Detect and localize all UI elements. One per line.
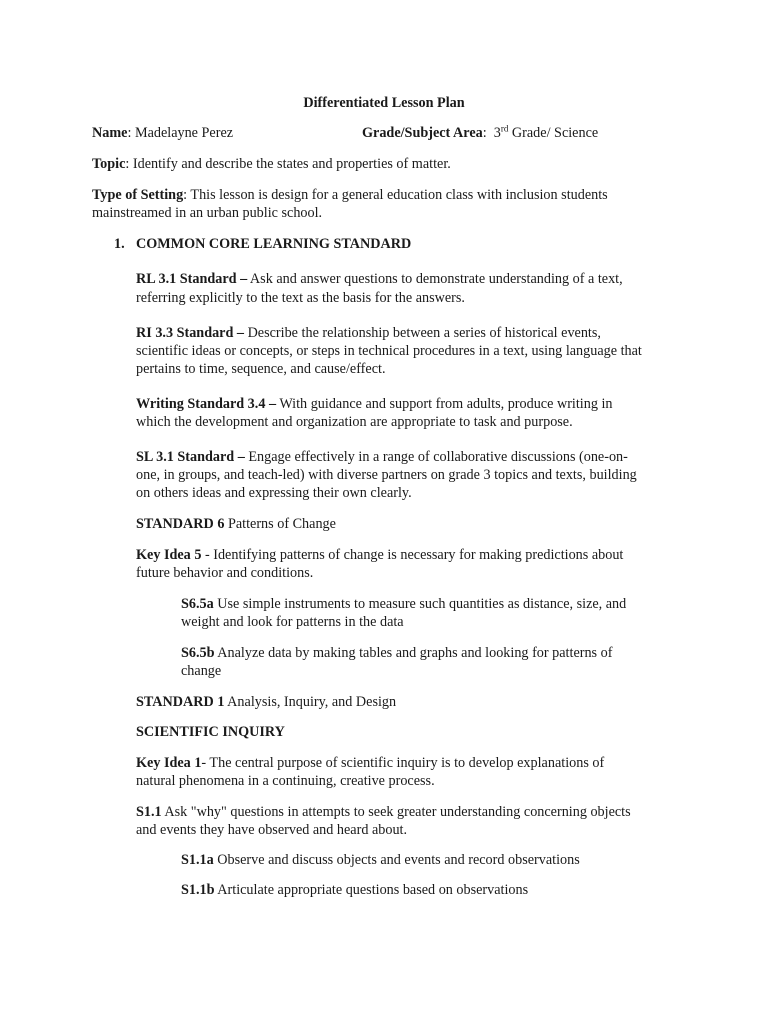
std6-label: STANDARD 6: [136, 516, 225, 532]
ri-line3: pertains to time, sequence, and cause/effect.: [136, 361, 386, 377]
s11: S1.1 Ask "why" questions in attempts to seek greater understanding concerning objects: [136, 804, 631, 820]
sl-standard: SL 3.1 Standard – Engage effectively in a range of collaborative discussions (one-on-: [136, 449, 628, 465]
s65b-line2: change: [181, 663, 222, 679]
grade-num: 3: [493, 125, 501, 141]
rl-line2: referring explicitly to the text as the basis for the answers.: [136, 290, 465, 306]
name-label: Name: [92, 125, 128, 141]
page-title: Differentiated Lesson Plan: [303, 95, 465, 111]
topic-value: : Identify and describe the states and properties of matter.: [125, 156, 451, 172]
setting-line1: : This lesson is design for a general education class with inclusion students: [183, 187, 608, 203]
grade-colon: :: [482, 125, 487, 141]
grade-rest: Grade/ Science: [508, 125, 599, 141]
std1-label: STANDARD 1: [136, 694, 225, 710]
sl-line2: one, in groups, and teach-led) with diverse partners on grade 3 topics and texts, building: [136, 467, 637, 483]
s11b: S1.1b Articulate appropriate questions based on observations: [181, 882, 529, 898]
s65a-label: S6.5a: [181, 596, 214, 612]
ws-line2: which the development and organization are appropriate to task and purpose.: [136, 414, 573, 430]
s11-line2: and events they have observed and heard about.: [136, 822, 408, 838]
name-row: [92, 124, 233, 142]
grade-sup: rd: [500, 123, 509, 134]
s11b-label: S1.1b: [181, 882, 215, 898]
standard-1: STANDARD 1 Analysis, Inquiry, and Design: [136, 694, 397, 710]
ws-label: Writing Standard 3.4 –: [136, 396, 277, 412]
s65a: S6.5a Use simple instruments to measure such quantities as distance, size, and: [181, 596, 627, 612]
ki5-label: Key Idea 5: [136, 547, 202, 563]
name-value: : Madelayne Perez: [127, 125, 234, 141]
writing-standard: Writing Standard 3.4 – With guidance and support from adults, produce writing in: [136, 396, 613, 412]
s11a-label: S1.1a: [181, 852, 214, 868]
rl-standard: RL 3.1 Standard – Ask and answer questions to demonstrate understanding of a text,: [136, 271, 623, 287]
scientific-inquiry-heading: SCIENTIFIC INQUIRY: [136, 724, 285, 740]
setting-line2: mainstreamed in an urban public school.: [92, 205, 323, 221]
sl-line3: on others ideas and expressing their own clearly.: [136, 485, 412, 501]
key-idea-1: Key Idea 1- The central purpose of scientific inquiry is to develop explanations of: [136, 755, 605, 771]
ri-line2: scientific ideas or concepts, or steps in technical procedures in a text, using language that: [136, 343, 642, 359]
s65b: S6.5b Analyze data by making tables and graphs and looking for patterns of: [181, 645, 613, 661]
grade-row: [362, 124, 598, 142]
s65b-label: S6.5b: [181, 645, 215, 661]
s11a: S1.1a Observe and discuss objects and events and record observations: [181, 852, 580, 868]
ri-standard: RI 3.3 Standard – Describe the relationship between a series of historical events,: [136, 325, 601, 341]
topic-label: Topic: [92, 156, 126, 172]
rl-label: RL 3.1 Standard –: [136, 271, 248, 287]
key-idea-5: Key Idea 5 - Identifying patterns of change is necessary for making predictions about: [136, 547, 624, 563]
s65a-line2: weight and look for patterns in the data: [181, 614, 404, 630]
setting-row: [92, 186, 608, 204]
setting-label: Type of Setting: [92, 187, 184, 203]
ri-label: RI 3.3 Standard –: [136, 325, 245, 341]
ki1-label: Key Idea 1: [136, 755, 202, 771]
ki1-line2: natural phenomena in a continuing, creative process.: [136, 773, 435, 789]
section1-heading: [114, 235, 125, 253]
topic-row: [92, 155, 451, 173]
s11-label: S1.1: [136, 804, 162, 820]
grade-label: Grade/Subject Area: [362, 125, 483, 141]
section1-title: COMMON CORE LEARNING STANDARD: [136, 236, 412, 252]
ki5-line2: future behavior and conditions.: [136, 565, 314, 581]
section1-num: 1.: [114, 236, 125, 252]
standard-6: STANDARD 6 Patterns of Change: [136, 516, 336, 532]
sl-label: SL 3.1 Standard –: [136, 449, 245, 465]
